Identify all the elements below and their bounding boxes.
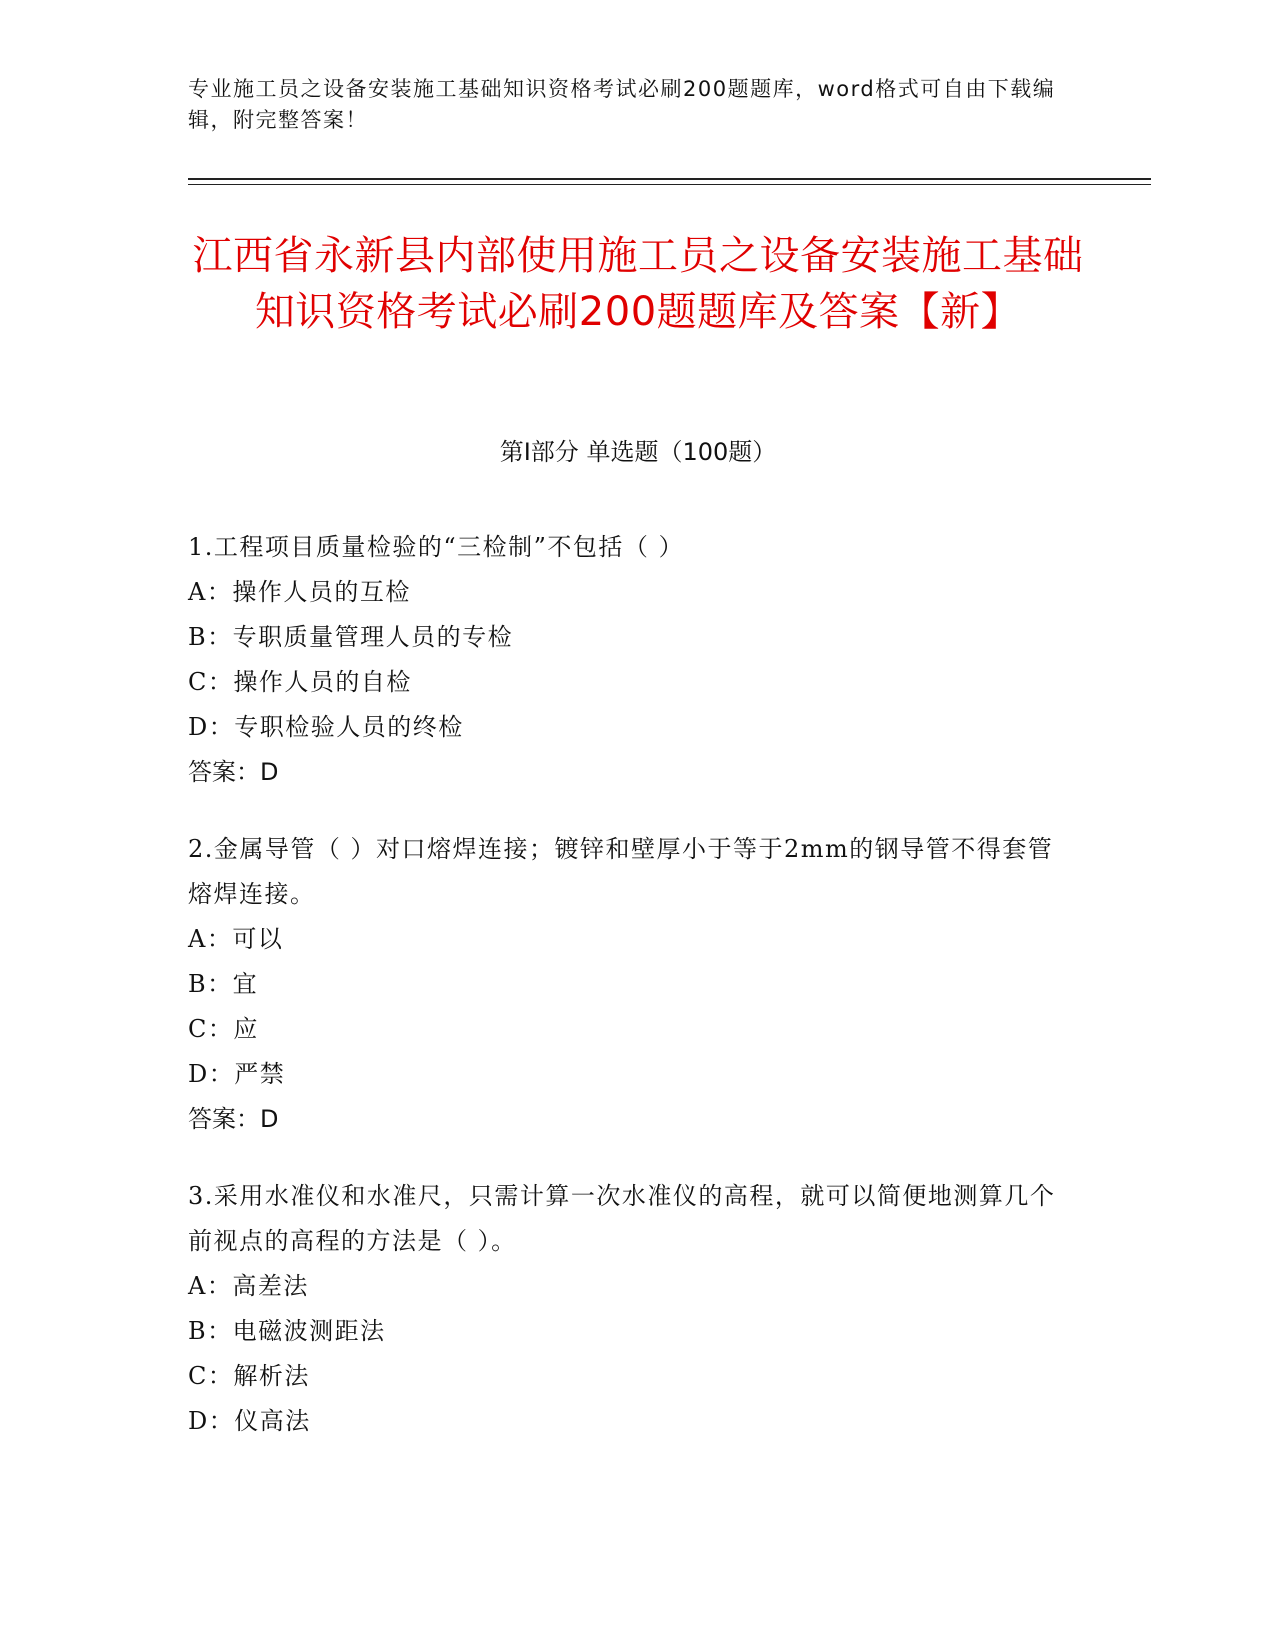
option-d: D：仪高法 xyxy=(188,1407,311,1435)
question-stem: 3.采用水准仪和水准尺，只需计算一次水准仪的高程，就可以简便地测算几个前视点的高程的方法是（ ）。 xyxy=(188,1182,1056,1255)
option-d: D：严禁 xyxy=(188,1060,286,1088)
question-stem: 2.金属导管（ ）对口熔焊连接；镀锌和壁厚小于等于2mm的钢导管不得套管熔焊连接。 xyxy=(188,835,1054,908)
question-list xyxy=(188,525,1078,1476)
option-c: C：操作人员的自检 xyxy=(188,668,412,696)
header-divider-thick xyxy=(188,178,1151,180)
answer: 答案：D xyxy=(188,1105,279,1133)
document-title: 江西省永新县内部使用施工员之设备安装施工基础知识资格考试必刷200题题库及答案【新】 xyxy=(192,233,1084,335)
option-a: A：可以 xyxy=(188,925,284,953)
option-c: C：解析法 xyxy=(188,1362,310,1390)
section-title: 第Ⅰ部分 单选题（100题） xyxy=(499,438,777,466)
option-d: D：专职检验人员的终检 xyxy=(188,713,464,741)
question-stem: 1.工程项目质量检验的“三检制”不包括（ ） xyxy=(188,533,685,561)
question-3 xyxy=(188,1174,1078,1444)
question-2 xyxy=(188,827,1078,1142)
option-a: A：高差法 xyxy=(188,1272,309,1300)
option-c: C：应 xyxy=(188,1015,259,1043)
header-note: 专业施工员之设备安装施工基础知识资格考试必刷200题题库，word格式可自由下载编辑，附完整答案！ xyxy=(188,77,1056,132)
question-1 xyxy=(188,525,1078,795)
answer: 答案：D xyxy=(188,758,279,786)
header-divider-thin xyxy=(188,184,1151,185)
option-a: A：操作人员的互检 xyxy=(188,578,411,606)
option-b: B：电磁波测距法 xyxy=(188,1317,386,1345)
option-b: B：专职质量管理人员的专检 xyxy=(188,623,514,651)
option-b: B：宜 xyxy=(188,970,259,998)
